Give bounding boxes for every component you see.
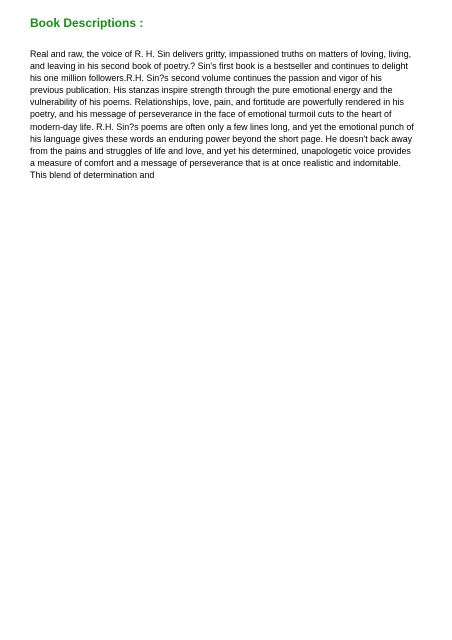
description-paragraph	[30, 48, 430, 181]
section-heading: Book Descriptions :	[30, 16, 144, 30]
paragraph-line: Real and raw, the voice of R. H. Sin delivers gritty, impassioned truths on matters of loving, living,	[30, 49, 412, 59]
paragraph-line: his language gives these words an enduring power beyond the short page. He doesn't back away	[30, 133, 413, 144]
paragraph-line: a measure of comfort and a message of perseverance that is at once realistic and indomitable.	[30, 157, 401, 168]
paragraph-line: This blend of determination and	[30, 169, 155, 180]
paragraph-line: previous publication. His stanzas inspire strength through the pure emotional energy and the	[30, 85, 393, 96]
paragraph-line: modern-day life. R.H. Sin?s poems are often only a few lines long, and yet the emotional punch of	[30, 121, 414, 132]
paragraph-line: poetry, and his message of perseverance in the face of emotional turmoil cuts to the heart of	[30, 109, 392, 120]
paragraph-line: vulnerability of his poems. Relationships, love, pain, and fortitude are powerfully rendered in his	[30, 97, 404, 108]
paragraph-line: from the pains and struggles of life and love, and yet his determined, unapologetic voice provides	[30, 145, 411, 156]
paragraph-line: his one million followers.R.H. Sin?s second volume continues the passion and vigor of his	[30, 73, 382, 84]
paragraph-line: and leaving in his second book of poetry.? Sin's first book is a bestseller and continues to delight	[30, 61, 408, 72]
